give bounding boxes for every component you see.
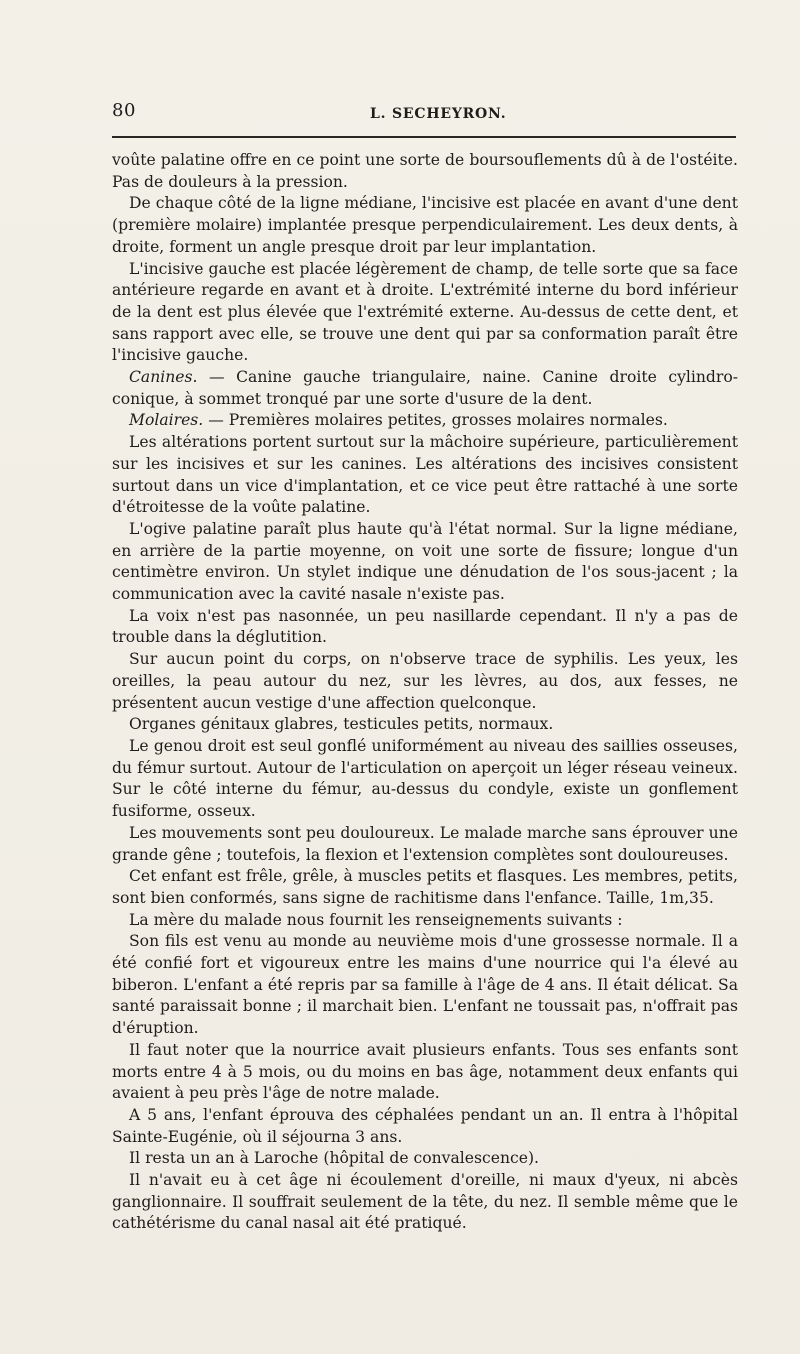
paragraph: A 5 ans, l'enfant éprouva des céphalées pendant un an. Il entra à l'hôpital Sainte-Eugénie, où il séjourna 3 ans. (112, 1105, 738, 1146)
paragraph: L'ogive palatine paraît plus haute qu'à l'état normal. Sur la ligne médiane, en arrière de la partie moyenne, on voit une sorte de fissure; longue d'un centimètre environ. Un stylet indique une dénudation de l'os sous-jacent ; la communication avec la cavité nasale n'existe pas. (112, 519, 738, 604)
paragraph: Organes génitaux glabres, testicules petits, normaux. (129, 715, 554, 734)
paragraph: Les mouvements sont peu douloureux. Le malade marche sans éprouver une grande gêne ; toutefois, la flexion et l'extension complètes sont douloureuses. (112, 823, 738, 864)
paragraph: Sur aucun point du corps, on n'observe trace de syphilis. Les yeux, les oreilles, la peau autour du nez, sur les lèvres, au dos, aux fesses, ne présentent aucun vestige d'une affection quelconque. (112, 650, 738, 712)
paragraph: Cet enfant est frêle, grêle, à muscles petits et flasques. Les membres, petits, sont bien conformés, sans signe de rachitisme dans l'enfance. Taille, 1m,35. (112, 867, 738, 907)
paragraph: Molaires. — Premières molaires petites, grosses molaires normales. (129, 411, 668, 430)
paragraph: Il resta un an à Laroche (hôpital de convalescence). (129, 1149, 540, 1168)
paragraph: Les altérations portent surtout sur la mâchoire supérieure, particulièrement sur les incisives et sur les canines. Les altérations des incisives consistent surtout dans un vice d'implantation, et ce vice peut être rattaché à une sorte d'étroitesse de la voûte palatine. (112, 433, 738, 517)
paragraph: L'incisive gauche est placée légèrement de champ, de telle sorte que sa face antérieure regarde en avant et à droite. L'extrémité interne du bord inférieur de la dent est plus élevée que l'extrémité externe. Au-dessus de cette dent, et sans rapport avec elle, se trouve une dent qui par sa conformation paraît être l'incisive gauche. (112, 259, 738, 365)
section-lead: Molaires. (129, 411, 204, 430)
page-number: 80 (112, 100, 136, 121)
paragraph: Il n'avait eu à cet âge ni écoulement d'oreille, ni maux d'yeux, ni abcès ganglionnaire. Il souffrait seulement de la tête, du nez. Il semble même que le cathétérisme du canal nasal ait été pratiqué. (112, 1171, 738, 1233)
body-text (112, 150, 738, 1235)
paragraph: La mère du malade nous fournit les renseignements suivants : (129, 910, 623, 929)
running-title: L. SECHEYRON. (370, 106, 507, 122)
paragraph: voûte palatine offre en ce point une sorte de boursouflements dû à de l'ostéite. Pas de douleurs à la pression. (112, 151, 738, 191)
paragraph: Le genou droit est seul gonflé uniformément au niveau des saillies osseuses, du fémur surtout. Autour de l'articulation on aperçoit un léger réseau veineux. Sur le côté interne du fémur, au-dessus du condyle, existe un gonflement fusiforme, osseux. (112, 736, 738, 821)
paragraph: La voix n'est pas nasonnée, un peu nasillarde cependant. Il n'y a pas de trouble dans la déglutition. (112, 606, 738, 647)
header-rule (112, 136, 736, 138)
section-lead: Canines. (129, 368, 198, 387)
paragraph: Son fils est venu au monde au neuvième mois d'une grossesse normale. Il a été confié fort et vigoureux entre les mains d'une nourrice qui l'a élevé au biberon. L'enfant a été repris par sa famille à l'âge de 4 ans. Il était délicat. Sa santé paraissait bonne ; il marchait bien. L'enfant ne toussait pas, n'offrait pas d'éruption. (112, 932, 738, 1038)
paragraph: Il faut noter que la nourrice avait plusieurs enfants. Tous ses enfants sont morts entre 4 à 5 mois, ou du moins en bas âge, notamment deux enfants qui avaient à peu près l'âge de notre malade. (112, 1040, 738, 1103)
paragraph: De chaque côté de la ligne médiane, l'incisive est placée en avant d'une dent (première molaire) implantée presque perpendiculairement. Les deux dents, à droite, forment un angle presque droit par leur implantation. (112, 194, 738, 256)
paragraph: Canines. — Canine gauche triangulaire, naine. Canine droite cylindro-conique, à sommet tronqué par une sorte d'usure de la dent. (112, 368, 738, 408)
